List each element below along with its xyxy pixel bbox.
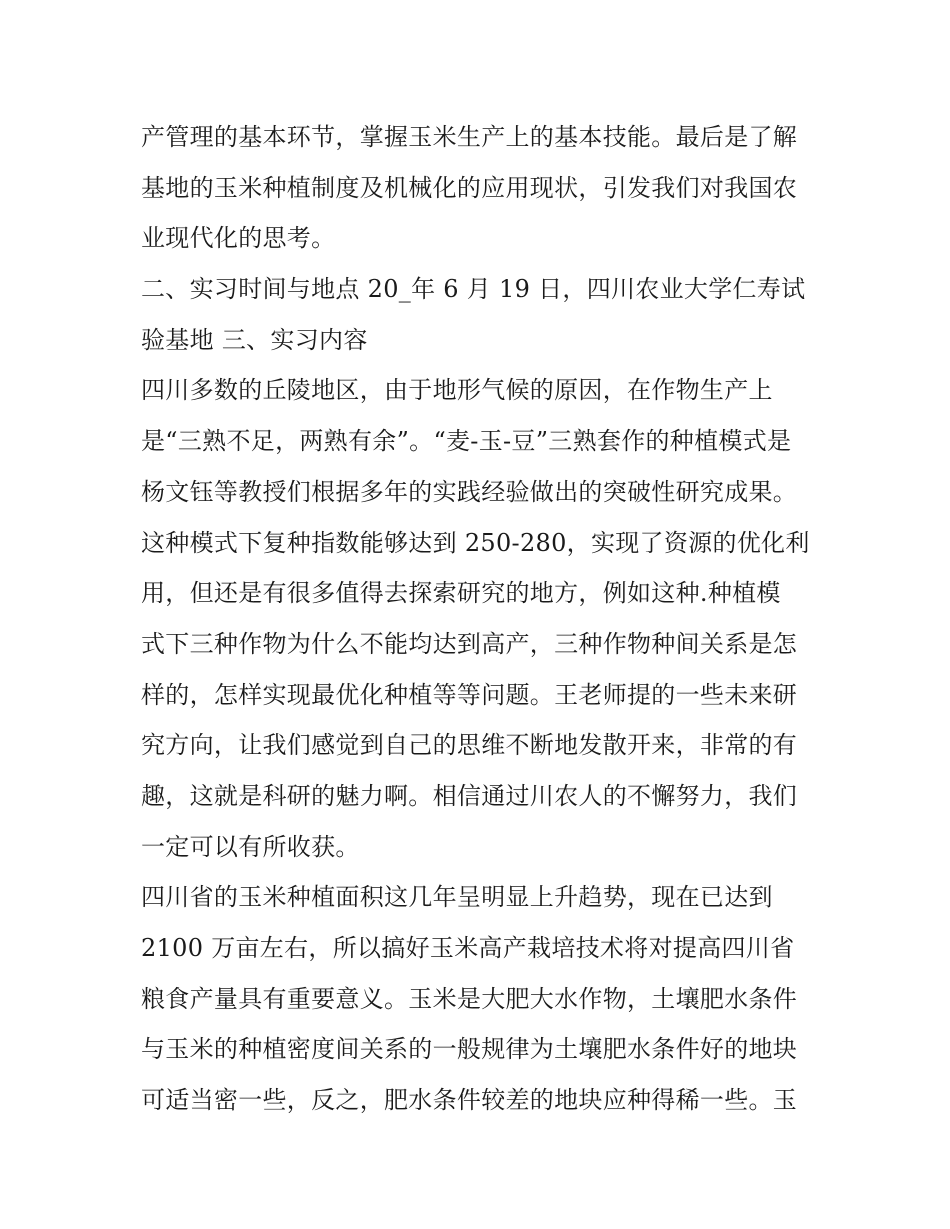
text-line: 趣，这就是科研的魅力啊。相信通过川农人的不懈努力，我们 bbox=[141, 781, 798, 810]
text-line: 式下三种作物为什么不能均达到高产，三种作物种间关系是怎 bbox=[141, 629, 798, 658]
text-line: 是“三熟不足，两熟有余”。“麦-玉-豆”三熟套作的种植模式是 bbox=[141, 427, 792, 456]
text-line: 粮食产量具有重要意义。玉米是大肥大水作物，土壤肥水条件 bbox=[141, 984, 798, 1013]
text-line: 样的，怎样实现最优化种植等等问题。王老师提的一些未来研 bbox=[141, 680, 798, 709]
text-line: 与玉米的种植密度间关系的一般规律为土壤肥水条件好的地块 bbox=[141, 1035, 798, 1064]
text-line: 业现代化的思考。 bbox=[141, 224, 336, 253]
section-heading-line: 二、实习时间与地点 20_年 6 月 19 日，四川农业大学仁寿试 bbox=[141, 275, 806, 304]
text-line: 2100 万亩左右，所以搞好玉米高产栽培技术将对提高四川省 bbox=[141, 934, 795, 962]
text-line: 用，但还是有很多值得去探索研究的地方，例如这种.种植模 bbox=[141, 579, 781, 608]
text-line: 四川省的玉米种植面积这几年呈明显上升趋势，现在已达到 bbox=[141, 883, 773, 912]
text-line: 这种模式下复种指数能够达到 250-280，实现了资源的优化利 bbox=[141, 528, 810, 557]
text-line: 一定可以有所收获。 bbox=[141, 832, 360, 861]
text-line: 杨文钰等教授们根据多年的实践经验做出的突破性研究成果。 bbox=[141, 477, 798, 506]
text-line: 产管理的基本环节，掌握玉米生产上的基本技能。最后是了解 bbox=[141, 123, 798, 151]
text-line: 可适当密一些，反之，肥水条件较差的地块应种得稀一些。玉 bbox=[141, 1086, 798, 1115]
document-body-text bbox=[141, 112, 821, 1126]
text-line: 四川多数的丘陵地区，由于地形气候的原因，在作物生产上 bbox=[141, 376, 773, 405]
text-line: 究方向，让我们感觉到自己的思维不断地发散开来，非常的有 bbox=[141, 731, 798, 760]
text-line: 基地的玉米种植制度及机械化的应用现状，引发我们对我国农 bbox=[141, 173, 798, 202]
section-heading-line: 验基地 三、实习内容 bbox=[141, 325, 368, 354]
